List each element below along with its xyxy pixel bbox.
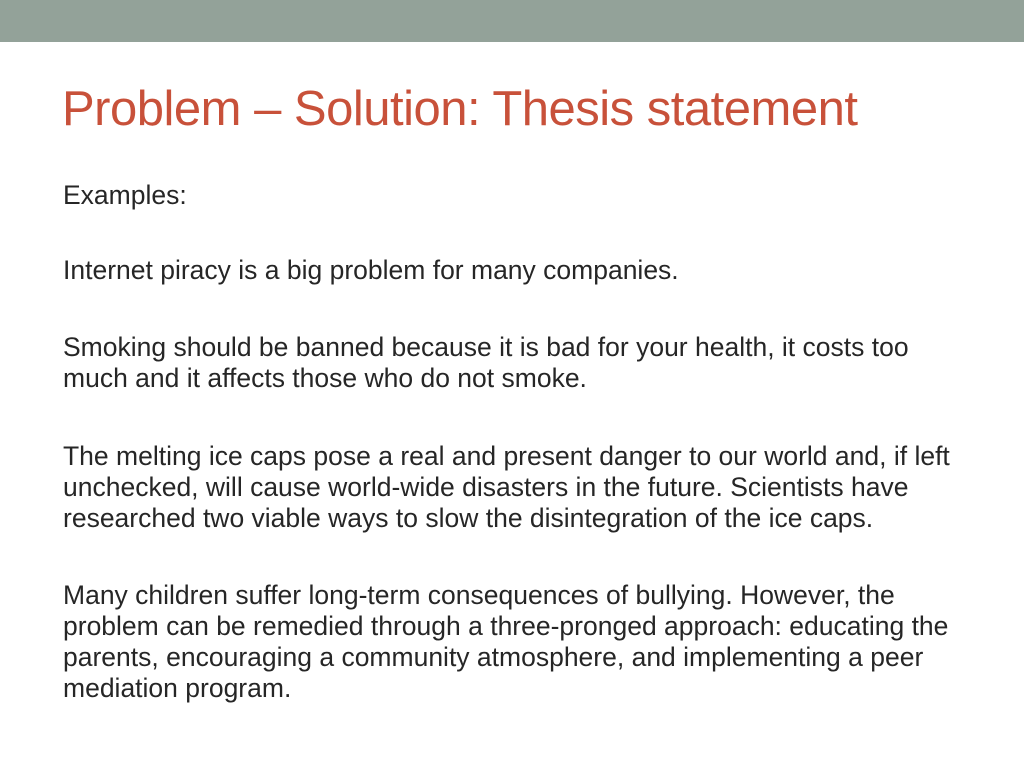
example-bullying: Many children suffer long-term consequences of bullying. However, the problem can be remedied through a three-pronged approach: educating the parents, encouraging a community atmosphere, and implementing a peer mediation program.: [63, 580, 949, 703]
slide-body: [63, 180, 973, 704]
slide-title: Problem – Solution: Thesis statement: [62, 82, 858, 136]
examples-label: Examples:: [63, 180, 187, 210]
slide-top-bar: [0, 0, 1024, 42]
example-smoking: Smoking should be banned because it is bad for your health, it costs too much and it affects those who do not smoke.: [63, 332, 909, 393]
example-melting-ice-caps: The melting ice caps pose a real and present danger to our world and, if left unchecked, will cause world-wide disasters in the future. Scientists have researched two viable ways to slow the disintegration of the ice caps.: [63, 441, 950, 533]
example-internet-piracy: Internet piracy is a big problem for many companies.: [63, 255, 679, 285]
